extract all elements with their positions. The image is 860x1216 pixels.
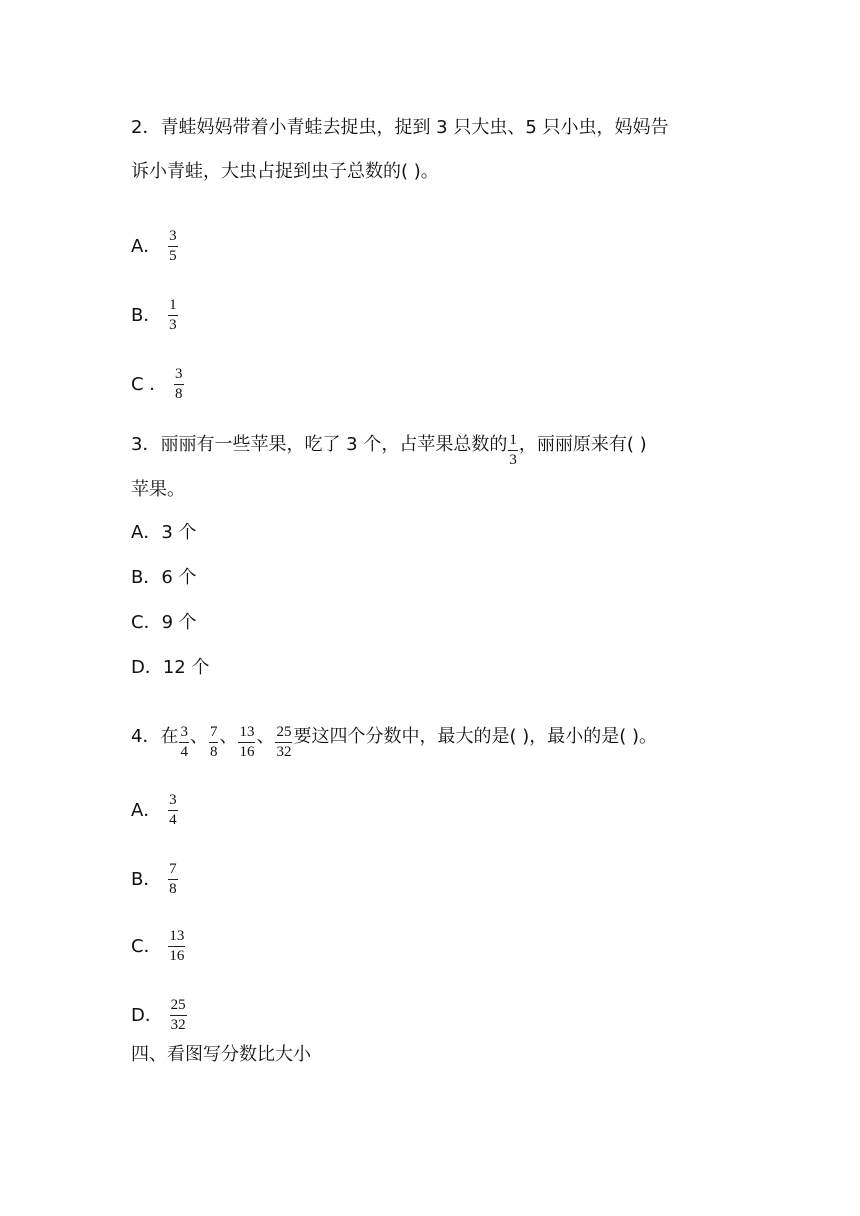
fraction-numerator: 13 — [238, 724, 255, 743]
option-label: B． — [131, 305, 162, 326]
q2-text-line2: 诉小青蛙，大虫占捉到虫子总数的( )。 — [131, 161, 439, 182]
fraction-numerator: 25 — [170, 997, 187, 1016]
fraction-denominator: 32 — [276, 744, 292, 760]
q4-fraction-1 — [179, 724, 189, 761]
q2-option-a[interactable] — [131, 228, 179, 265]
q4-fraction-3 — [238, 724, 255, 761]
option-label: A． — [131, 236, 162, 257]
option-label: B． — [131, 869, 162, 890]
q3-fraction — [508, 432, 518, 469]
q4-text-line1 — [131, 724, 657, 761]
fraction-numerator: 1 — [508, 432, 518, 451]
q4-fraction-4 — [275, 724, 292, 761]
q3-option-a[interactable]: A．3 个 — [131, 522, 197, 543]
option-label: A． — [131, 800, 162, 821]
section-heading: 四、看图写分数比大小 — [131, 1044, 311, 1065]
fraction-numerator: 7 — [209, 724, 219, 743]
option-fraction — [168, 792, 178, 829]
option-fraction — [168, 297, 178, 334]
q2-option-b[interactable] — [131, 297, 179, 334]
option-fraction — [168, 928, 185, 965]
fraction-numerator: 25 — [275, 724, 292, 743]
q3-text-before: 3．丽丽有一些苹果，吃了 3 个，占苹果总数的 — [131, 434, 508, 455]
q4-option-c[interactable] — [131, 928, 186, 965]
option-label: D． — [131, 1005, 163, 1026]
fraction-denominator: 4 — [169, 812, 177, 828]
option-fraction — [168, 861, 178, 898]
fraction-denominator: 8 — [175, 386, 183, 402]
option-fraction — [168, 228, 178, 265]
q4-separator: 、 — [256, 726, 275, 747]
fraction-numerator: 3 — [174, 366, 184, 385]
q3-text-line2: 苹果。 — [131, 479, 185, 500]
q2-option-c[interactable] — [131, 366, 185, 403]
q3-text-line1 — [131, 432, 647, 469]
option-fraction — [170, 997, 187, 1034]
fraction-denominator: 5 — [169, 248, 177, 264]
fraction-numerator: 3 — [168, 228, 178, 247]
q3-text-after: ，丽丽原来有( ) — [518, 434, 647, 455]
fraction-denominator: 32 — [170, 1017, 186, 1033]
q3-option-b[interactable]: B．6 个 — [131, 567, 197, 588]
q4-option-a[interactable] — [131, 792, 179, 829]
fraction-numerator: 13 — [168, 928, 185, 947]
option-label: C ． — [131, 374, 168, 395]
q2-text-line1: 2．青蛙妈妈带着小青蛙去捉虫，捉到 3 只大虫、5 只小虫，妈妈告 — [131, 117, 669, 138]
q4-option-b[interactable] — [131, 861, 179, 898]
fraction-denominator: 8 — [209, 744, 218, 760]
q4-fraction-2 — [209, 724, 219, 761]
fraction-numerator: 3 — [168, 792, 178, 811]
q4-suffix: 要这四个分数中，最大的是( )，最小的是( )。 — [293, 726, 657, 747]
fraction-numerator: 3 — [179, 724, 189, 743]
fraction-numerator: 7 — [168, 861, 178, 880]
fraction-denominator: 4 — [180, 744, 188, 760]
q3-option-d[interactable]: D．12 个 — [131, 657, 210, 678]
fraction-denominator: 16 — [169, 948, 185, 964]
fraction-denominator: 3 — [169, 317, 177, 333]
fraction-numerator: 1 — [168, 297, 178, 316]
fraction-denominator: 3 — [509, 452, 517, 468]
q3-option-c[interactable]: C．9 个 — [131, 612, 197, 633]
option-label: C． — [131, 936, 162, 957]
q4-separator: 、 — [189, 726, 208, 747]
fraction-denominator: 16 — [239, 744, 255, 760]
q4-prefix: 4．在 — [131, 726, 179, 747]
q4-option-d[interactable] — [131, 997, 188, 1034]
fraction-denominator: 8 — [169, 881, 177, 897]
q4-separator: 、 — [219, 726, 238, 747]
option-fraction — [174, 366, 184, 403]
